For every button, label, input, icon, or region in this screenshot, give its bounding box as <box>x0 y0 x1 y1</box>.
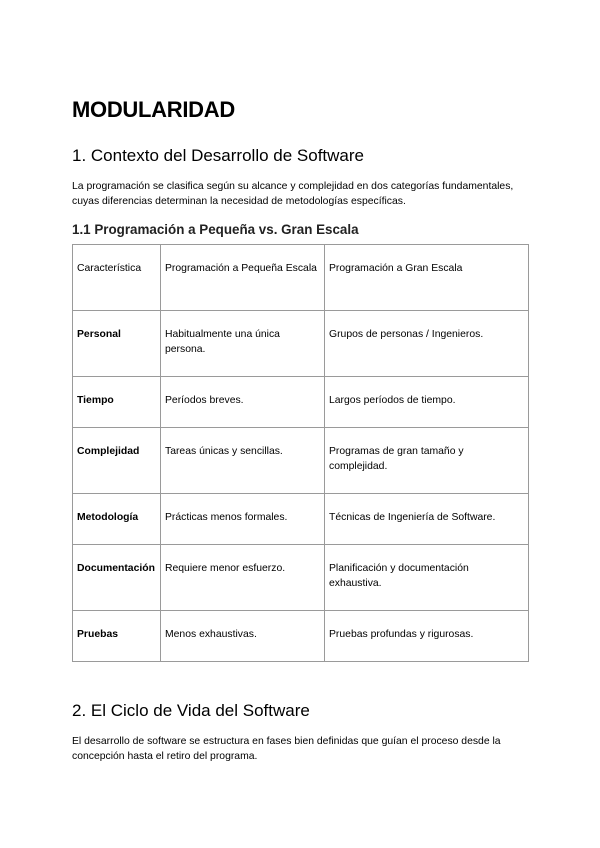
table-cell: Períodos breves. <box>161 377 325 428</box>
row-label-cell: Documentación <box>73 545 161 611</box>
table-row <box>73 545 529 611</box>
table-row <box>73 377 529 428</box>
table-cell: Programas de gran tamaño y complejidad. <box>325 428 529 494</box>
section-2-heading: 2. El Ciclo de Vida del Software <box>72 701 310 720</box>
table-row <box>73 494 529 545</box>
row-label-cell: Personal <box>73 311 161 377</box>
table-header-cell: Característica <box>73 245 161 311</box>
section-1-paragraph: La programación se clasifica según su alcance y complejidad en dos categorías fundamentales, cuyas diferencias determinan la necesidad de metodologías específicas. <box>72 181 514 207</box>
row-label-cell: Tiempo <box>73 377 161 428</box>
table-cell: Planificación y documentación exhaustiva. <box>325 545 529 611</box>
table-cell: Habitualmente una única persona. <box>161 311 325 377</box>
row-label-cell: Pruebas <box>73 611 161 662</box>
table-cell: Prácticas menos formales. <box>161 494 325 545</box>
row-label-cell: Complejidad <box>73 428 161 494</box>
table-row <box>73 611 529 662</box>
table-cell: Grupos de personas / Ingenieros. <box>325 311 529 377</box>
table-row <box>73 428 529 494</box>
table-header-cell: Programación a Pequeña Escala <box>161 245 325 311</box>
table-cell: Tareas únicas y sencillas. <box>161 428 325 494</box>
table-header-cell: Programación a Gran Escala <box>325 245 529 311</box>
table-row <box>73 311 529 377</box>
table-cell: Pruebas profundas y rigurosas. <box>325 611 529 662</box>
subsection-1-1-heading: 1.1 Programación a Pequeña vs. Gran Escala <box>72 222 359 237</box>
table-header-row <box>73 245 529 311</box>
row-label-cell: Metodología <box>73 494 161 545</box>
table-cell: Técnicas de Ingeniería de Software. <box>325 494 529 545</box>
document-title: MODULARIDAD <box>72 97 235 122</box>
section-1-heading: 1. Contexto del Desarrollo de Software <box>72 146 364 165</box>
table-cell: Requiere menor esfuerzo. <box>161 545 325 611</box>
table-cell: Menos exhaustivas. <box>161 611 325 662</box>
section-2-paragraph: El desarrollo de software se estructura en fases bien definidas que guían el proceso desde la concepción hasta el retiro del programa. <box>72 736 501 762</box>
table-cell: Largos períodos de tiempo. <box>325 377 529 428</box>
comparison-table <box>72 244 529 662</box>
